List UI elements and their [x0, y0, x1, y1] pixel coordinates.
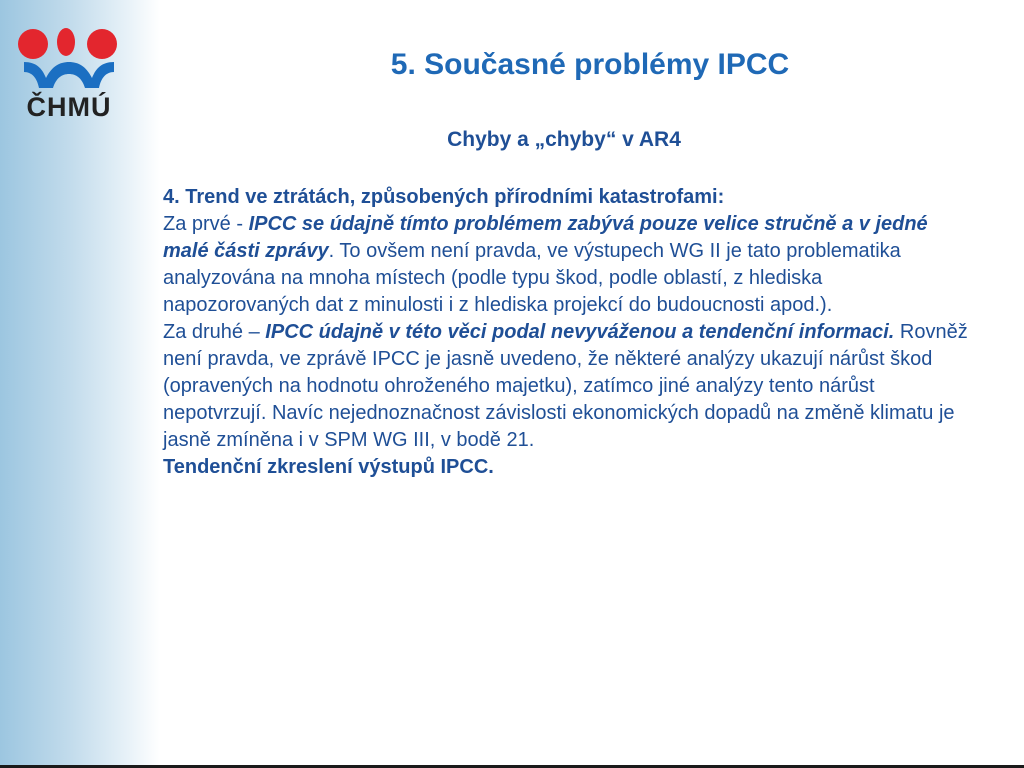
- paragraph-first-rest: . To ovšem není pravda, ve výstupech WG II je tato problematika analyzována na mnoha místech (podle typu škod, podle oblastí, z hlediska napozorovaných dat z minulosti i z hlediska projekcí do budoucnosti apod.).: [163, 240, 901, 316]
- logo-text: ČHMÚ: [26, 92, 112, 122]
- logo-circle-middle: [57, 28, 75, 56]
- logo-circle-left: [18, 29, 48, 59]
- logo-circle-right: [87, 29, 117, 59]
- paragraph-first: [163, 211, 973, 319]
- paragraph-second-rest: Rovněž není pravda, ve zprávě IPCC je jasně uvedeno, že některé analýzy ukazují nárůst škod (opravených na hodnotu ohroženého majetku), zatímco jiné analýzy tento nárůst nepotvrzují. Navíc nejednoznačnost závislosti ekonomických dopadů na změně klimatu je jasně zmíněna i v SPM WG III, v bodě 21.: [163, 321, 968, 451]
- logo-wave: [24, 62, 114, 88]
- paragraph-first-intro: Za prvé -: [163, 213, 249, 235]
- slide-title: 5. Současné problémy IPCC: [390, 48, 790, 81]
- paragraph-second-claim: IPCC údajně v této věci podal nevyváženou a tendenční informaci.: [265, 321, 895, 343]
- chmu-logo: [16, 22, 122, 126]
- section-heading: 4. Trend ve ztrátách, způsobených přírodními katastrofami:: [163, 186, 725, 208]
- paragraph-first-claim: IPCC se údajně tímto problémem zabývá pouze velice stručně a v jedné malé části zprávy: [163, 213, 928, 262]
- paragraph-second-intro: Za druhé –: [163, 321, 266, 343]
- slide-body: [163, 184, 973, 481]
- slide-subtitle: Chyby a „chyby“ v AR4: [447, 128, 681, 151]
- paragraph-second: [163, 319, 973, 454]
- chmu-logo-graphic: [16, 22, 122, 94]
- conclusion-line: Tendenční zkreslení výstupů IPCC.: [163, 456, 494, 478]
